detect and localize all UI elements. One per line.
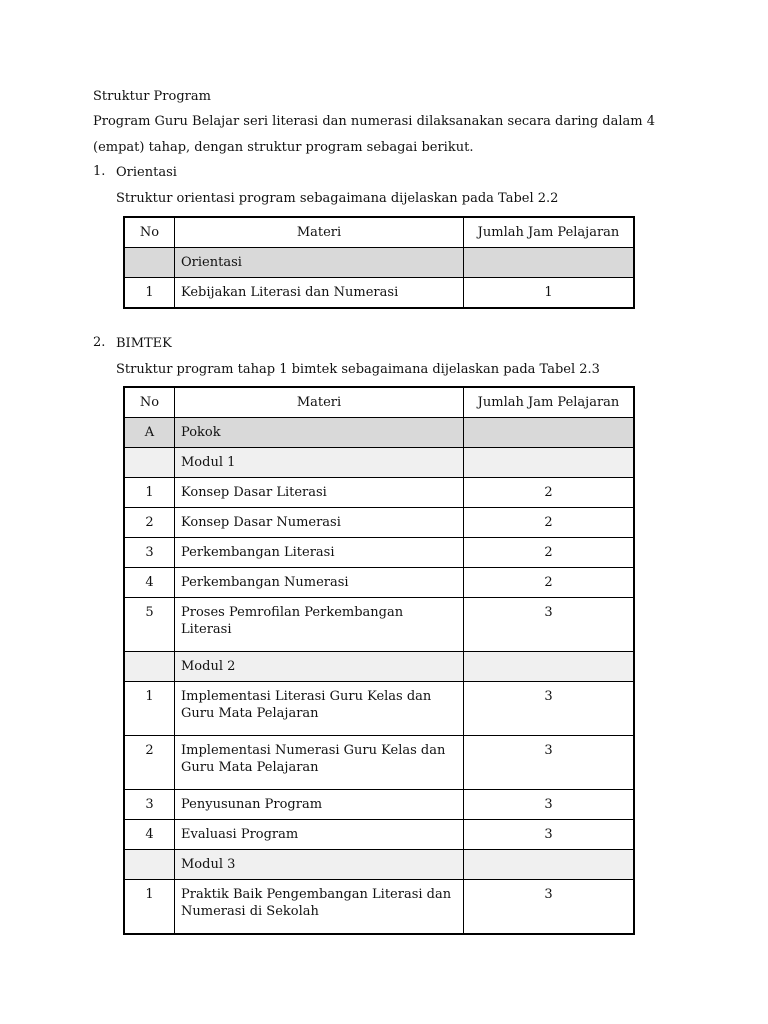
header-materi: Materi	[175, 387, 464, 418]
table1-caption: Struktur orientasi program sebagaimana dijelaskan pada Tabel 2.2	[116, 191, 559, 206]
section2-number: 2.	[93, 335, 106, 350]
cell-no: 3	[124, 538, 175, 568]
cell-materi: Perkembangan Literasi	[175, 538, 464, 568]
cell-jam: 3	[464, 682, 635, 736]
table-row	[124, 508, 634, 538]
table-row	[124, 790, 634, 820]
table-row	[124, 820, 634, 850]
cell-no: A	[124, 418, 175, 448]
table-row	[124, 418, 634, 448]
cell-materi: Konsep Dasar Numerasi	[175, 508, 464, 538]
cell-materi: Modul 1	[175, 448, 464, 478]
cell-no	[124, 248, 175, 278]
cell-materi: Perkembangan Numerasi	[175, 568, 464, 598]
table-row	[124, 478, 634, 508]
cell-jam: 2	[464, 538, 635, 568]
table-row	[124, 248, 634, 278]
cell-materi: Kebijakan Literasi dan Numerasi	[175, 278, 464, 309]
cell-materi: Konsep Dasar Literasi	[175, 478, 464, 508]
cell-no: 2	[124, 736, 175, 790]
cell-no: 1	[124, 682, 175, 736]
cell-jam: 1	[464, 278, 635, 309]
cell-jam: 2	[464, 508, 635, 538]
header-materi: Materi	[175, 217, 464, 248]
table-row	[124, 598, 634, 652]
table-bimtek	[123, 386, 635, 935]
cell-jam	[464, 418, 635, 448]
cell-no: 1	[124, 478, 175, 508]
cell-jam	[464, 652, 635, 682]
table-row	[124, 652, 634, 682]
cell-no: 1	[124, 880, 175, 935]
cell-no: 4	[124, 568, 175, 598]
cell-materi: Implementasi Literasi Guru Kelas dan Guru Mata Pelajaran	[175, 682, 464, 736]
cell-materi: Praktik Baik Pengembangan Literasi dan Numerasi di Sekolah	[175, 880, 464, 935]
cell-materi: Pokok	[175, 418, 464, 448]
section1-number: 1.	[93, 164, 106, 179]
cell-jam	[464, 850, 635, 880]
header-jam: Jumlah Jam Pelajaran	[464, 387, 635, 418]
section2-title: BIMTEK	[116, 336, 172, 351]
cell-jam: 3	[464, 736, 635, 790]
section1-title: Orientasi	[116, 165, 177, 180]
cell-no: 2	[124, 508, 175, 538]
cell-no: 5	[124, 598, 175, 652]
table-row	[124, 880, 634, 935]
cell-materi: Modul 3	[175, 850, 464, 880]
cell-jam	[464, 248, 635, 278]
intro-line-1: Program Guru Belajar seri literasi dan numerasi dilaksanakan secara daring dalam 4	[93, 114, 656, 129]
cell-jam: 3	[464, 880, 635, 935]
table-row	[124, 736, 634, 790]
cell-jam: 3	[464, 790, 635, 820]
table-header-row	[124, 217, 634, 248]
table-orientasi	[123, 216, 635, 309]
cell-materi: Evaluasi Program	[175, 820, 464, 850]
cell-no: 1	[124, 278, 175, 309]
header-no: No	[124, 217, 175, 248]
cell-materi: Implementasi Numerasi Guru Kelas dan Guru Mata Pelajaran	[175, 736, 464, 790]
cell-no	[124, 652, 175, 682]
cell-no	[124, 850, 175, 880]
cell-no: 4	[124, 820, 175, 850]
table-row	[124, 538, 634, 568]
table-row	[124, 448, 634, 478]
cell-materi: Penyusunan Program	[175, 790, 464, 820]
cell-materi: Orientasi	[175, 248, 464, 278]
cell-jam: 2	[464, 568, 635, 598]
section-heading: Struktur Program	[93, 89, 211, 104]
cell-jam: 3	[464, 598, 635, 652]
table2-caption: Struktur program tahap 1 bimtek sebagaimana dijelaskan pada Tabel 2.3	[116, 362, 600, 377]
table-row	[124, 568, 634, 598]
cell-materi: Modul 2	[175, 652, 464, 682]
cell-no	[124, 448, 175, 478]
intro-line-2: (empat) tahap, dengan struktur program sebagai berikut.	[93, 140, 474, 155]
table-row	[124, 278, 634, 309]
cell-materi: Proses Pemrofilan Perkembangan Literasi	[175, 598, 464, 652]
cell-jam: 2	[464, 478, 635, 508]
table-row	[124, 682, 634, 736]
cell-jam: 3	[464, 820, 635, 850]
header-no: No	[124, 387, 175, 418]
cell-jam	[464, 448, 635, 478]
cell-no: 3	[124, 790, 175, 820]
table-header-row	[124, 387, 634, 418]
header-jam: Jumlah Jam Pelajaran	[464, 217, 635, 248]
table-row	[124, 850, 634, 880]
